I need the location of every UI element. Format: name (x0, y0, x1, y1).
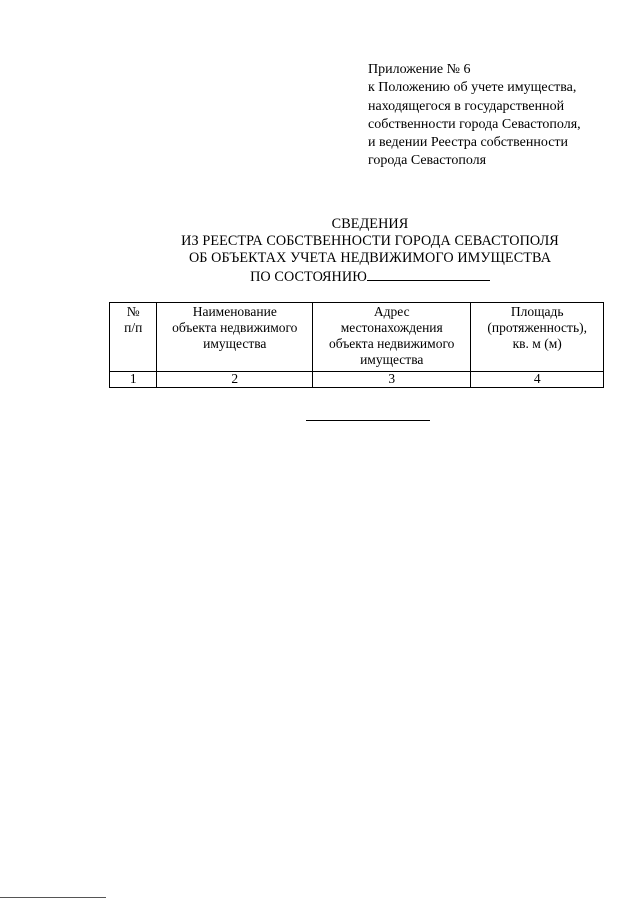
footnote-rule (0, 897, 106, 898)
header-text: объекта недвижимого (172, 320, 298, 335)
title-state-label: ПО СОСТОЯНИЮ (250, 269, 367, 285)
header-cell-number (110, 303, 157, 372)
header-text: имущества (203, 336, 267, 351)
document-title (100, 216, 639, 286)
header-text: (протяженность), (487, 320, 587, 335)
column-number-cell: 4 (471, 372, 604, 388)
appendix-note (368, 61, 618, 171)
title-line: СВЕДЕНИЯ (331, 216, 409, 232)
header-cell-address (313, 303, 471, 372)
column-number-cell: 2 (157, 372, 313, 388)
header-text: Наименование (192, 304, 277, 319)
registry-table (109, 302, 604, 388)
column-number-cell: 1 (110, 372, 157, 388)
appendix-line: Приложение № 6 (368, 62, 471, 77)
header-text: местонахождения (340, 320, 443, 335)
header-text: объекта недвижимого (329, 336, 455, 351)
appendix-line: собственности города Севастополя, (368, 116, 581, 132)
table-header-row (110, 303, 604, 372)
header-text: № (126, 304, 140, 319)
appendix-line: находящегося в государственной (368, 98, 565, 114)
table-number-row (110, 372, 604, 388)
column-number-cell: 3 (313, 372, 471, 388)
title-state-line (100, 267, 639, 286)
title-line: ОБ ОБЪЕКТАХ УЧЕТА НЕДВИЖИМОГО ИМУЩЕСТВА (188, 250, 552, 266)
header-text: Площадь (510, 304, 564, 319)
date-blank-line (367, 267, 490, 281)
appendix-line: города Севастополя (368, 153, 487, 169)
header-text: п/п (124, 320, 143, 335)
title-line: ИЗ РЕЕСТРА СОБСТВЕННОСТИ ГОРОДА СЕВАСТОПОЛЯ (181, 233, 559, 249)
header-text: кв. м (м) (512, 336, 562, 351)
header-cell-name (157, 303, 313, 372)
closing-rule (306, 420, 430, 421)
header-text: Адрес (373, 304, 410, 319)
header-text: имущества (360, 352, 424, 367)
appendix-line: к Положению об учете имущества, (368, 80, 577, 96)
header-cell-area (471, 303, 604, 372)
appendix-line: и ведении Реестра собственности (368, 135, 569, 151)
